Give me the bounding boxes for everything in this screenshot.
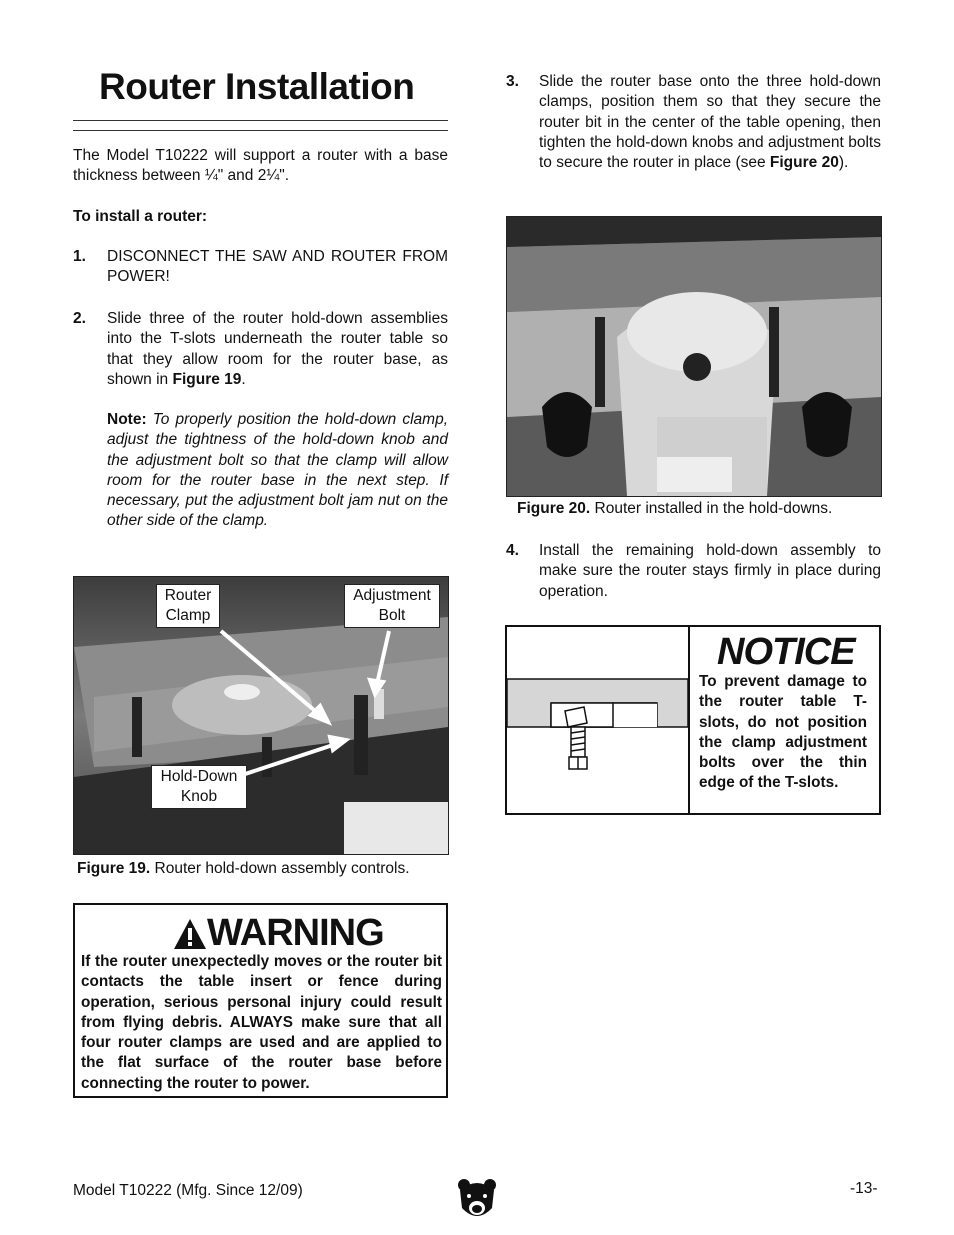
step-3-text: Slide the router base onto the three hold-down clamps, position them so that they secure the router bit in the center of the table opening, then tighten the hold-down knobs and adjustment bolts to secure the router in place (see Figure 20). [539,73,881,172]
step-1-text: DISCONNECT THE SAW AND ROUTER FROM POWER! [107,248,448,286]
step-2-number: 2. [73,310,86,327]
figure-20-photo [506,216,882,497]
bear-logo-icon [456,1176,498,1222]
hold-down-knob-arrow [239,744,336,776]
hold-down-knob-callout: Hold-Down Knob [151,765,247,809]
warning-title: WARNING [207,912,384,954]
figure-20-caption: Figure 20. Router installed in the hold-downs. [517,500,833,517]
step-2-text: Slide three of the router hold-down assemblies into the T-slots underneath the router table so that they allow room for the router base, as shown in Figure 19. [107,310,448,388]
figure-19-caption: Figure 19. Router hold-down assembly controls. [77,860,410,877]
t-slot-diagram [507,627,688,813]
router-clamp-callout: Router Clamp [156,584,220,628]
adjustment-bolt-arrow [377,631,389,684]
figure-20-reference: Figure 20 [769,154,839,172]
warning-text: If the router unexpectedly moves or the router bit contacts the table insert or fence during operation, serious personal injury could result from flying debris. ALWAYS make sure that all four router clamps are used and are applied to the flat surface of the router base before connecting the router to power. [81,953,442,1092]
page-title: Router Installation [99,66,415,107]
footer-page-number: -13- [850,1180,878,1197]
warning-triangle-icon [173,918,207,950]
notice-text: To prevent damage to the router table T-slots, do not position the clamp adjustment bolts over the thin edge of the T-slots. [699,673,867,792]
title-rule-top [73,120,448,121]
adjustment-bolt-callout: Adjustment Bolt [344,584,440,628]
step-1-number: 1. [73,248,86,265]
notice-illustration [507,627,690,813]
note-paragraph: Note: To properly position the hold-down clamp, adjust the tightness of the hold-down knob and the adjustment bolt so that the clamp will allow room for the router base in the next step. If necessary, put the adjustment bolt jam nut on the other side of the clamp. [107,411,449,530]
figure-19-arrows [73,576,447,853]
note-label: Note: [107,411,147,428]
notice-title: NOTICE [717,631,855,673]
router-clamp-arrow [221,631,321,716]
install-subheading: To install a router: [73,208,208,225]
figure-19-reference: Figure 19 [172,370,242,388]
step-3-number: 3. [506,73,519,90]
title-rule-bottom [73,130,448,131]
step-4-number: 4. [506,542,519,559]
step-4-text: Install the remaining hold-down assembly to make sure the router stays firmly in place during operation. [539,542,881,600]
notice-box [505,625,881,815]
footer-model: Model T10222 (Mfg. Since 12/09) [73,1182,303,1199]
intro-paragraph: The Model T10222 will support a router with a base thickness between ¼" and 2¼". [73,147,448,185]
warning-box [73,903,448,1098]
